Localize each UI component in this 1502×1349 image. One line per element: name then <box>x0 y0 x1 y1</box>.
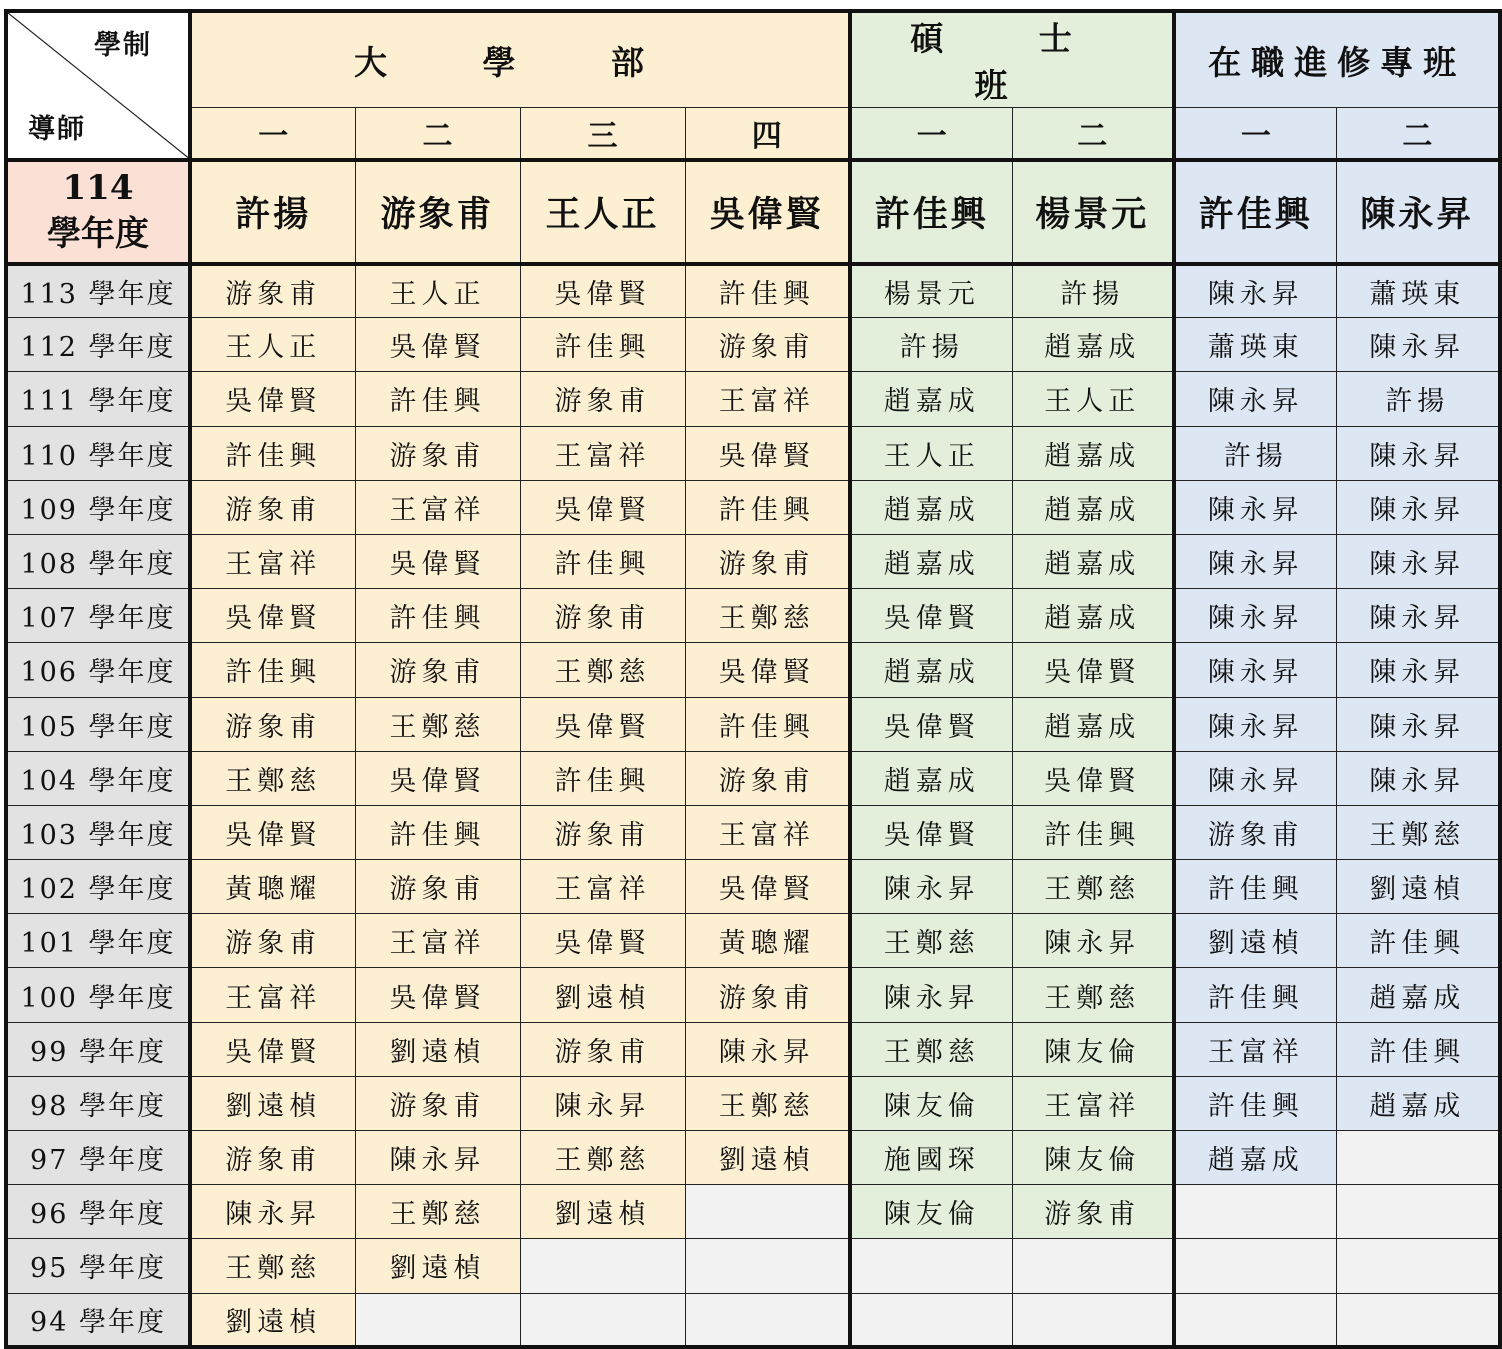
mentor-cell: 王鄭慈 <box>1336 805 1500 859</box>
grade-u4: 四 <box>685 108 850 160</box>
mentor-cell: 游象甫 <box>685 318 850 372</box>
current-mentor: 楊景元 <box>1012 160 1174 264</box>
corner-top-label: 學制 <box>94 30 152 61</box>
mentor-cell: 黃聰耀 <box>190 860 355 914</box>
mentor-cell: 劉遠楨 <box>520 968 685 1022</box>
table-row <box>6 589 1500 643</box>
mentor-cell: 游象甫 <box>685 968 850 1022</box>
mentor-cell: 許佳興 <box>520 318 685 372</box>
table-body <box>6 11 1500 1347</box>
mentor-cell: 陳永昇 <box>1336 534 1500 588</box>
year-cell: 96 學年度 <box>6 1185 190 1239</box>
mentor-cell: 游象甫 <box>190 264 355 318</box>
mentor-cell: 陳永昇 <box>1174 643 1336 697</box>
year-cell: 104 學年度 <box>6 751 190 805</box>
mentor-cell: 劉遠楨 <box>190 1293 355 1347</box>
mentor-cell: 吳偉賢 <box>1012 643 1174 697</box>
mentor-cell: 吳偉賢 <box>355 534 520 588</box>
grade-m2: 二 <box>1012 108 1174 160</box>
corner-cell <box>6 11 190 160</box>
mentor-cell: 吳偉賢 <box>355 751 520 805</box>
year-cell: 94 學年度 <box>6 1293 190 1347</box>
mentor-cell: 趙嘉成 <box>850 372 1012 426</box>
current-mentor: 王人正 <box>520 160 685 264</box>
mentor-cell: 陳永昇 <box>520 1076 685 1130</box>
mentor-cell: 許揚 <box>1336 372 1500 426</box>
current-mentor: 許揚 <box>190 160 355 264</box>
mentor-cell: 許佳興 <box>1336 1022 1500 1076</box>
grade-p1: 一 <box>1174 108 1336 160</box>
year-cell: 100 學年度 <box>6 968 190 1022</box>
mentor-cell: 許佳興 <box>355 589 520 643</box>
mentor-cell: 王鄭慈 <box>1012 860 1174 914</box>
table-row <box>6 805 1500 859</box>
year-cell: 102 學年度 <box>6 860 190 914</box>
mentor-cell: 陳永昇 <box>685 1022 850 1076</box>
year-cell: 103 學年度 <box>6 805 190 859</box>
empty-cell <box>850 1293 1012 1347</box>
mentor-cell: 吳偉賢 <box>520 697 685 751</box>
mentor-cell: 王富祥 <box>190 968 355 1022</box>
mentor-cell: 吳偉賢 <box>190 1022 355 1076</box>
mentor-cell: 游象甫 <box>520 372 685 426</box>
mentor-cell: 游象甫 <box>355 860 520 914</box>
mentor-cell: 趙嘉成 <box>1012 426 1174 480</box>
mentor-cell: 王人正 <box>355 264 520 318</box>
mentor-cell: 吳偉賢 <box>190 372 355 426</box>
mentor-cell: 吳偉賢 <box>355 318 520 372</box>
mentor-cell: 王富祥 <box>520 426 685 480</box>
mentor-cell: 趙嘉成 <box>1336 968 1500 1022</box>
mentor-cell: 陳友倫 <box>850 1076 1012 1130</box>
mentor-cell: 王鄭慈 <box>850 914 1012 968</box>
year-cell: 109 學年度 <box>6 480 190 534</box>
empty-cell <box>685 1239 850 1293</box>
table-row <box>6 1022 1500 1076</box>
mentor-cell: 王鄭慈 <box>685 589 850 643</box>
mentor-cell: 王人正 <box>190 318 355 372</box>
empty-cell <box>1174 1239 1336 1293</box>
year-cell: 106 學年度 <box>6 643 190 697</box>
mentor-cell: 王富祥 <box>190 534 355 588</box>
table-row <box>6 697 1500 751</box>
mentor-cell: 陳友倫 <box>1012 1022 1174 1076</box>
group-undergrad: 大 學 部 <box>190 11 850 108</box>
mentor-cell: 吳偉賢 <box>355 968 520 1022</box>
empty-cell <box>1336 1131 1500 1185</box>
empty-cell <box>850 1239 1012 1293</box>
mentor-cell: 劉遠楨 <box>1174 914 1336 968</box>
mentor-cell: 吳偉賢 <box>1012 751 1174 805</box>
mentor-table <box>4 9 1502 1349</box>
grade-u3: 三 <box>520 108 685 160</box>
year-cell: 105 學年度 <box>6 697 190 751</box>
mentor-cell: 許佳興 <box>1174 1076 1336 1130</box>
mentor-cell: 許佳興 <box>1174 968 1336 1022</box>
mentor-cell: 陳永昇 <box>1174 697 1336 751</box>
mentor-cell: 趙嘉成 <box>1012 480 1174 534</box>
current-year-row <box>6 160 1500 264</box>
mentor-cell: 王鄭慈 <box>685 1076 850 1130</box>
mentor-cell: 王鄭慈 <box>190 1239 355 1293</box>
table-row <box>6 968 1500 1022</box>
mentor-cell: 陳永昇 <box>1336 426 1500 480</box>
year-cell: 99 學年度 <box>6 1022 190 1076</box>
mentor-cell: 許佳興 <box>685 480 850 534</box>
current-mentor: 游象甫 <box>355 160 520 264</box>
table-row <box>6 426 1500 480</box>
mentor-cell: 游象甫 <box>355 426 520 480</box>
mentor-cell: 陳友倫 <box>850 1185 1012 1239</box>
mentor-cell: 劉遠楨 <box>355 1239 520 1293</box>
mentor-cell: 陳永昇 <box>1336 643 1500 697</box>
mentor-cell: 趙嘉成 <box>1174 1131 1336 1185</box>
mentor-cell: 游象甫 <box>520 1022 685 1076</box>
empty-cell <box>1336 1239 1500 1293</box>
empty-cell <box>685 1185 850 1239</box>
mentor-cell: 陳永昇 <box>1174 589 1336 643</box>
current-mentor: 許佳興 <box>1174 160 1336 264</box>
mentor-cell: 游象甫 <box>355 643 520 697</box>
mentor-cell: 陳永昇 <box>1012 914 1174 968</box>
mentor-cell: 陳永昇 <box>1336 589 1500 643</box>
mentor-cell: 陳永昇 <box>1174 372 1336 426</box>
empty-cell <box>520 1239 685 1293</box>
mentor-cell: 蕭瑛東 <box>1174 318 1336 372</box>
mentor-cell: 王鄭慈 <box>355 697 520 751</box>
mentor-cell: 王鄭慈 <box>850 1022 1012 1076</box>
mentor-cell: 吳偉賢 <box>685 426 850 480</box>
mentor-cell: 吳偉賢 <box>520 264 685 318</box>
mentor-cell: 許佳興 <box>190 643 355 697</box>
mentor-cell: 劉遠楨 <box>520 1185 685 1239</box>
mentor-cell: 吳偉賢 <box>685 643 850 697</box>
mentor-cell: 陳永昇 <box>1336 318 1500 372</box>
mentor-cell: 王人正 <box>850 426 1012 480</box>
mentor-cell: 趙嘉成 <box>1012 697 1174 751</box>
mentor-cell: 陳永昇 <box>1174 534 1336 588</box>
mentor-cell: 游象甫 <box>520 589 685 643</box>
mentor-cell: 許佳興 <box>355 805 520 859</box>
empty-cell <box>1012 1239 1174 1293</box>
mentor-cell: 吳偉賢 <box>850 589 1012 643</box>
mentor-cell: 游象甫 <box>190 697 355 751</box>
empty-cell <box>1336 1293 1500 1347</box>
mentor-cell: 許揚 <box>850 318 1012 372</box>
corner-bottom-label: 導師 <box>28 113 86 145</box>
current-year-cell <box>6 160 190 264</box>
mentor-cell: 游象甫 <box>190 914 355 968</box>
mentor-cell: 王鄭慈 <box>520 643 685 697</box>
mentor-cell: 吳偉賢 <box>190 589 355 643</box>
mentor-cell: 陳永昇 <box>850 860 1012 914</box>
table-row <box>6 372 1500 426</box>
mentor-cell: 王富祥 <box>520 860 685 914</box>
mentor-cell: 劉遠楨 <box>685 1131 850 1185</box>
mentor-cell: 王富祥 <box>1012 1076 1174 1130</box>
table-row <box>6 1185 1500 1239</box>
grade-p2: 二 <box>1336 108 1500 160</box>
group-inservice: 在職進修專班 <box>1174 11 1500 108</box>
mentor-cell: 許佳興 <box>685 697 850 751</box>
mentor-cell: 游象甫 <box>190 1131 355 1185</box>
grade-u1: 一 <box>190 108 355 160</box>
year-cell: 111 學年度 <box>6 372 190 426</box>
mentor-cell: 陳永昇 <box>1336 480 1500 534</box>
mentor-cell: 陳永昇 <box>1336 751 1500 805</box>
table-row <box>6 1293 1500 1347</box>
mentor-cell: 趙嘉成 <box>850 751 1012 805</box>
table-row <box>6 751 1500 805</box>
empty-cell <box>1174 1185 1336 1239</box>
mentor-cell: 吳偉賢 <box>520 914 685 968</box>
grade-u2: 二 <box>355 108 520 160</box>
mentor-cell: 吳偉賢 <box>190 805 355 859</box>
table-row <box>6 318 1500 372</box>
mentor-cell: 黃聰耀 <box>685 914 850 968</box>
mentor-cell: 王人正 <box>1012 372 1174 426</box>
mentor-cell: 許佳興 <box>355 372 520 426</box>
grade-header-row <box>6 108 1500 160</box>
mentor-cell: 王鄭慈 <box>190 751 355 805</box>
mentor-cell: 游象甫 <box>520 805 685 859</box>
mentor-cell: 吳偉賢 <box>850 697 1012 751</box>
mentor-cell: 王富祥 <box>355 480 520 534</box>
mentor-cell: 王富祥 <box>685 372 850 426</box>
current-year-label: 學年度 <box>47 213 149 254</box>
mentor-cell: 陳永昇 <box>1174 264 1336 318</box>
mentor-cell: 游象甫 <box>1012 1185 1174 1239</box>
mentor-cell: 王鄭慈 <box>520 1131 685 1185</box>
current-mentor: 陳永昇 <box>1336 160 1500 264</box>
table-row <box>6 1131 1500 1185</box>
mentor-cell: 王富祥 <box>355 914 520 968</box>
table-row <box>6 480 1500 534</box>
mentor-cell: 王富祥 <box>1174 1022 1336 1076</box>
mentor-cell: 游象甫 <box>190 480 355 534</box>
year-cell: 101 學年度 <box>6 914 190 968</box>
mentor-cell: 許佳興 <box>1012 805 1174 859</box>
mentor-cell: 趙嘉成 <box>850 534 1012 588</box>
group-master: 碩 士 班 <box>850 11 1174 108</box>
mentor-cell: 趙嘉成 <box>850 480 1012 534</box>
current-year-number: 114 <box>62 167 134 208</box>
table-row <box>6 914 1500 968</box>
mentor-cell: 趙嘉成 <box>1012 318 1174 372</box>
mentor-cell: 游象甫 <box>685 534 850 588</box>
mentor-cell: 王富祥 <box>685 805 850 859</box>
empty-cell <box>355 1293 520 1347</box>
mentor-cell: 吳偉賢 <box>520 480 685 534</box>
year-cell: 110 學年度 <box>6 426 190 480</box>
group-header-row <box>6 11 1500 108</box>
current-mentor: 吳偉賢 <box>685 160 850 264</box>
mentor-cell: 許佳興 <box>520 751 685 805</box>
mentor-cell: 吳偉賢 <box>685 860 850 914</box>
mentor-cell: 許佳興 <box>1174 860 1336 914</box>
mentor-cell: 游象甫 <box>1174 805 1336 859</box>
mentor-cell: 趙嘉成 <box>850 643 1012 697</box>
mentor-cell: 游象甫 <box>685 751 850 805</box>
mentor-cell: 許佳興 <box>685 264 850 318</box>
mentor-cell: 許佳興 <box>520 534 685 588</box>
year-cell: 108 學年度 <box>6 534 190 588</box>
mentor-cell: 劉遠楨 <box>355 1022 520 1076</box>
grade-m1: 一 <box>850 108 1012 160</box>
mentor-cell: 陳永昇 <box>1174 751 1336 805</box>
year-cell: 98 學年度 <box>6 1076 190 1130</box>
mentor-cell: 楊景元 <box>850 264 1012 318</box>
mentor-cell: 許揚 <box>1012 264 1174 318</box>
current-mentor: 許佳興 <box>850 160 1012 264</box>
mentor-cell: 陳永昇 <box>1174 480 1336 534</box>
year-cell: 113 學年度 <box>6 264 190 318</box>
mentor-cell: 吳偉賢 <box>850 805 1012 859</box>
empty-cell <box>520 1293 685 1347</box>
empty-cell <box>1012 1293 1174 1347</box>
mentor-cell: 陳永昇 <box>850 968 1012 1022</box>
mentor-cell: 趙嘉成 <box>1336 1076 1500 1130</box>
mentor-cell: 趙嘉成 <box>1012 534 1174 588</box>
mentor-cell: 許佳興 <box>1336 914 1500 968</box>
mentor-cell: 劉遠楨 <box>190 1076 355 1130</box>
empty-cell <box>1336 1185 1500 1239</box>
mentor-cell: 陳永昇 <box>355 1131 520 1185</box>
mentor-cell: 施國琛 <box>850 1131 1012 1185</box>
table-row <box>6 264 1500 318</box>
empty-cell <box>1174 1293 1336 1347</box>
mentor-cell: 游象甫 <box>355 1076 520 1130</box>
year-cell: 97 學年度 <box>6 1131 190 1185</box>
year-cell: 95 學年度 <box>6 1239 190 1293</box>
mentor-cell: 陳永昇 <box>1336 697 1500 751</box>
mentor-cell: 許揚 <box>1174 426 1336 480</box>
mentor-cell: 王鄭慈 <box>355 1185 520 1239</box>
table-row <box>6 534 1500 588</box>
year-cell: 107 學年度 <box>6 589 190 643</box>
mentor-cell: 劉遠楨 <box>1336 860 1500 914</box>
mentor-cell: 王鄭慈 <box>1012 968 1174 1022</box>
mentor-cell: 蕭瑛東 <box>1336 264 1500 318</box>
mentor-cell: 陳永昇 <box>190 1185 355 1239</box>
table-row <box>6 643 1500 697</box>
table-row <box>6 1239 1500 1293</box>
year-cell: 112 學年度 <box>6 318 190 372</box>
table-row <box>6 860 1500 914</box>
mentor-cell: 陳友倫 <box>1012 1131 1174 1185</box>
mentor-cell: 許佳興 <box>190 426 355 480</box>
mentor-cell: 趙嘉成 <box>1012 589 1174 643</box>
table-row <box>6 1076 1500 1130</box>
empty-cell <box>685 1293 850 1347</box>
